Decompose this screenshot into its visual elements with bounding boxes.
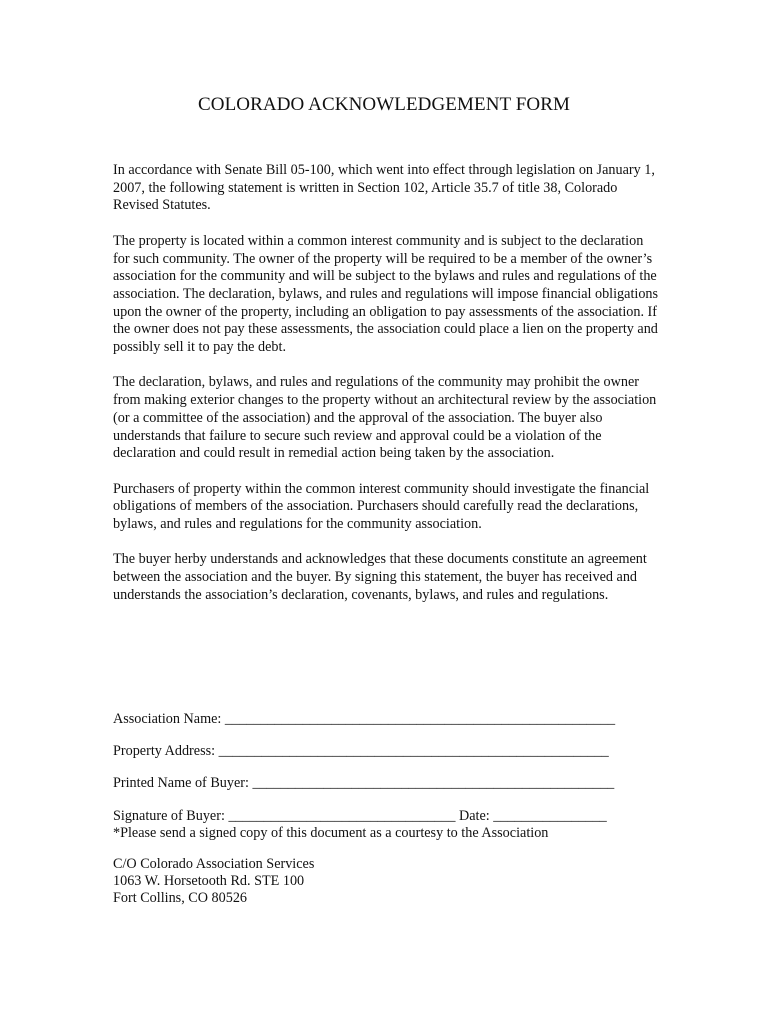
document-body	[113, 162, 661, 622]
courtesy-note: *Please send a signed copy of this document as a courtesy to the Association	[113, 825, 549, 842]
property-address-field: Property Address: _______________________________________________________	[113, 743, 609, 760]
intro-paragraph: In accordance with Senate Bill 05-100, which went into effect through legislation on January 1, 2007, the following statement is written in Section 102, Article 35.7 of title 38, Colorado Revised Statutes.	[113, 162, 655, 214]
acknowledgement-paragraph: The buyer herby understands and acknowledges that these documents constitute an agreement between the association and the buyer. By signing this statement, the buyer has received and understands the association’s declaration, covenants, bylaws, and rules and regulations.	[113, 551, 647, 603]
association-name-field: Association Name: _______________________________________________________	[113, 711, 616, 727]
address-line-3: Fort Collins, CO 80526	[113, 890, 248, 907]
signature-date-field: Signature of Buyer: ________________________________ Date: ________________	[113, 807, 607, 824]
architectural-review-paragraph: The declaration, bylaws, and rules and regulations of the community may prohibit the owner from making exterior changes to the property without an architectural review by the association (or a committee of the association) and the approval of the association. The buyer also understands that failure to secure such review and approval could be a violation of the declaration and could result in remedial action being taken by the association.	[113, 374, 657, 462]
address-line-1: C/O Colorado Association Services	[113, 856, 315, 872]
mailing-address	[113, 856, 314, 908]
printed-name-field: Printed Name of Buyer: ___________________________________________________	[113, 775, 615, 792]
signature-fields	[113, 711, 673, 843]
address-line-2: 1063 W. Horsetooth Rd. STE 100	[113, 873, 305, 890]
page-title: COLORADO ACKNOWLEDGEMENT FORM	[198, 94, 570, 115]
purchasers-paragraph: Purchasers of property within the common interest community should investigate the financial obligations of members of the association. Purchasers should carefully read the declarations, bylaws, and rules and regulations for the community association.	[113, 480, 650, 533]
common-interest-paragraph: The property is located within a common interest community and is subject to the declaration for such community. The owner of the property will be required to be a member of the owner’s association for the community and will be subject to the bylaws and rules and regulations of the association. The declaration, bylaws, and rules and regulations will impose financial obligations upon the owner of the property, including an obligation to pay assessments of the association. If the owner does not pay these assessments, the association could place a lien on the property and possibly sell it to pay the debt.	[113, 232, 659, 356]
